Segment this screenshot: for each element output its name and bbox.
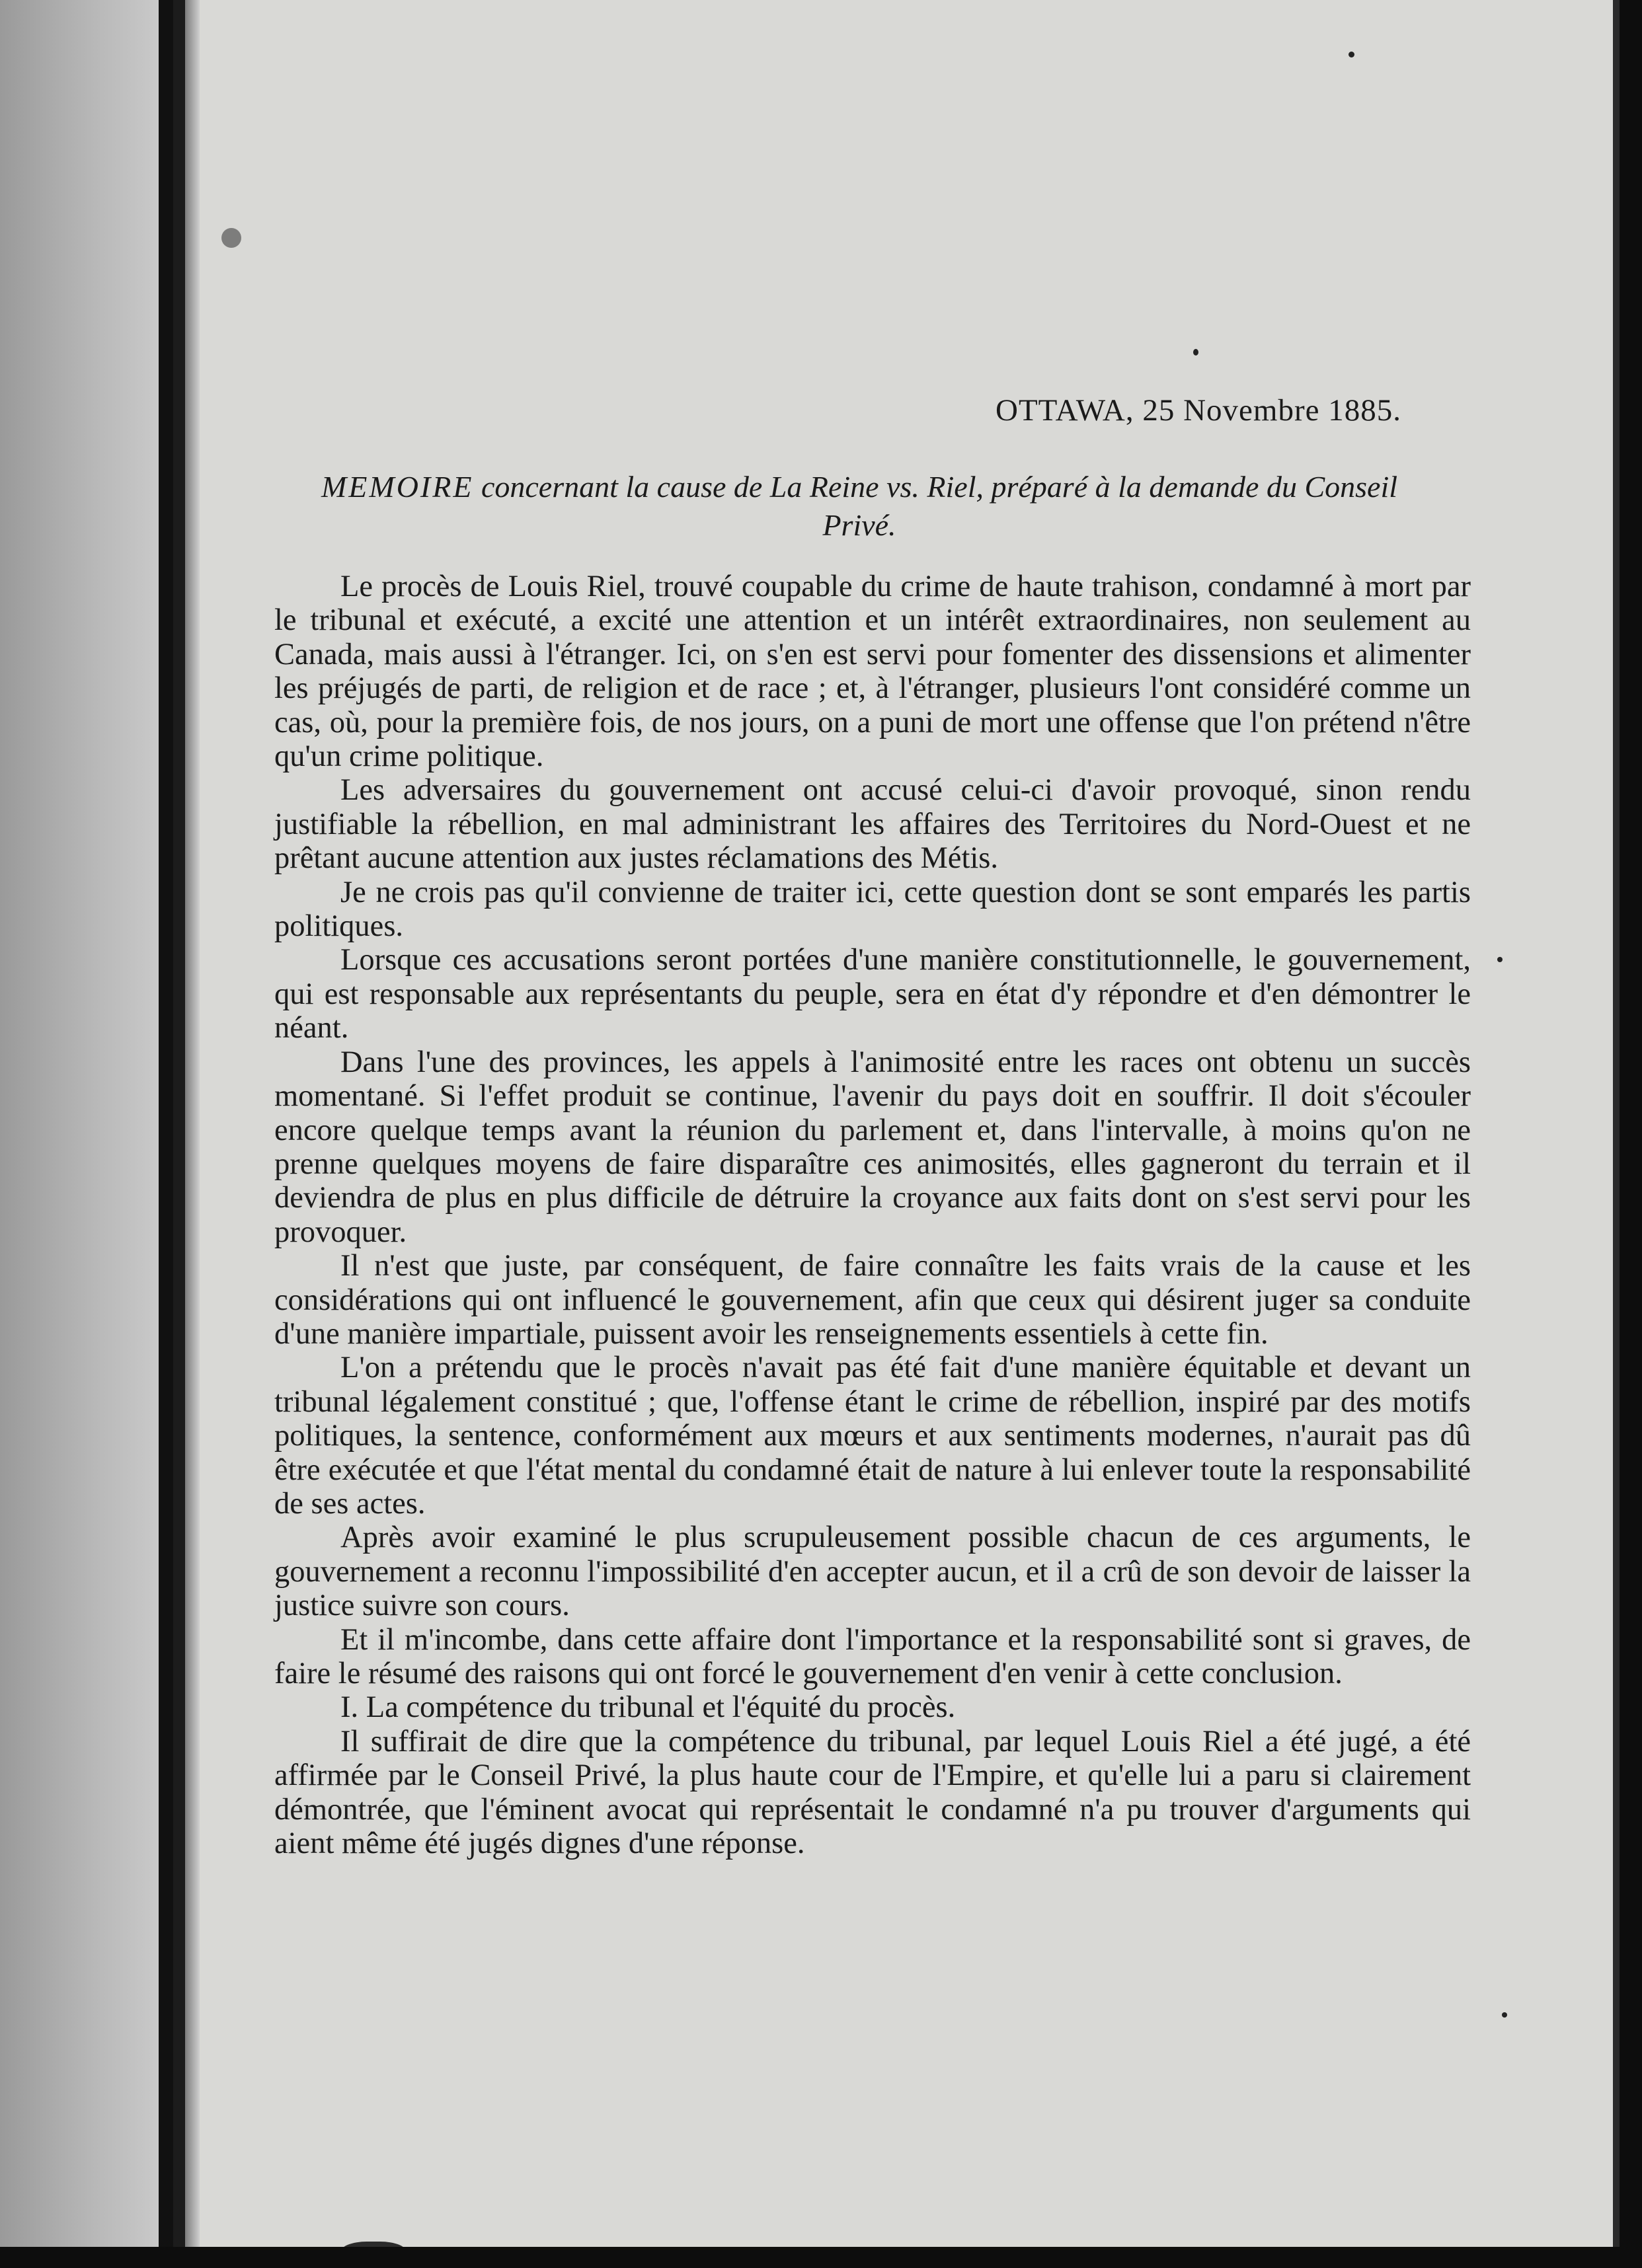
paragraph-9: Et il m'incombe, dans cette affaire dont l'importance et la responsabilité sont si graves, de faire le résumé des raisons qui ont forcé le gouvernement d'en venir à cette conclusion.	[274, 1622, 1471, 1690]
dateline: OTTAWA, 25 Novembre 1885.	[996, 393, 1401, 428]
ink-speck	[1349, 52, 1354, 57]
paragraph-10: Il suffirait de dire que la compétence du tribunal, par lequel Louis Riel a été jugé, a été affirmée par le Conseil Privé, la plus haute cour de l'Empire, et qu'elle lui a paru si clairement démontrée, que l'éminent avocat qui représentait le condamné n'a pu trouver d'arguments qui aient même été jugés dignes d'une réponse.	[274, 1724, 1471, 1861]
section-heading-1: I. La compétence du tribunal et l'équité du procès.	[340, 1690, 956, 1725]
binding-line	[173, 0, 185, 2268]
title-rest: concernant la cause de La Reine vs. Riel, préparé à la demande du Conseil Privé.	[481, 470, 1398, 542]
paragraph-5: Dans l'une des provinces, les appels à l'animosité entre les races ont obtenu un succès momentané. Si l'effet produit se continue, l'avenir du pays doit en souffrir. Il doit s'écouler encore quelque temps avant la réunion du parlement et, dans l'intervalle, à moins qu'on ne prenne quelques moyens de faire disparaître ces animosités, elles gagneront du terrain et il deviendra de plus en plus difficile de détruire la croyance aux faits dont on s'est servi pour les provoquer.	[274, 1045, 1471, 1249]
body-text	[274, 570, 1471, 1860]
paragraph-7: L'on a prétendu que le procès n'avait pas été fait d'une manière équitable et devant un tribunal légalement constitué ; que, l'offense étant le crime de rébellion, inspiré par des motifs politiques, la sentence, conformément aux mœurs et aux sentiments modernes, n'aurait pas dû être exécutée et que l'état mental du condamné était de nature à lui enlever toute la responsabilité de ses actes.	[274, 1351, 1471, 1521]
paragraph-6: Il n'est que juste, par conséquent, de faire connaître les faits vrais de la cause et les considérations qui ont influencé le gouvernement, afin que ceux qui désirent juger sa conduite d'une manière impartiale, puissent avoir les renseignements essentiels à cette fin.	[274, 1249, 1471, 1351]
scan-left-margin	[0, 0, 159, 2268]
scan-right-edge	[1620, 0, 1642, 2268]
scan-bottom-edge	[0, 2247, 1642, 2268]
title-lead: MEMOIRE	[321, 470, 474, 504]
memoire-title	[291, 468, 1428, 545]
ink-speck	[1502, 2012, 1507, 2018]
paragraph-8: Après avoir examiné le plus scrupuleusement possible chacun de ces arguments, le gouvernement a reconnu l'impossibilité d'en accepter aucun, et il a crû de son devoir de laisser la justice suivre son cours.	[274, 1521, 1471, 1623]
page-gutter-shadow	[185, 0, 200, 2268]
ink-speck	[221, 228, 241, 248]
paragraph-4: Lorsque ces accusations seront portées d'une manière constitutionnelle, le gouvernement, qui est responsable aux représentants du peuple, sera en état d'y répondre et d'en démontrer le néant.	[274, 943, 1471, 1045]
ink-speck	[1193, 349, 1198, 356]
paragraph-2: Les adversaires du gouvernement ont accusé celui-ci d'avoir provoqué, sinon rendu justifiable la rébellion, en mal administrant les affaires des Territoires du Nord-Ouest et ne prêtant aucune attention aux justes réclamations des Métis.	[274, 773, 1471, 876]
ink-speck	[1497, 957, 1503, 962]
paragraph-3: Je ne crois pas qu'il convienne de traiter ici, cette question dont se sont emparés les partis politiques.	[274, 875, 1471, 944]
paragraph-1: Le procès de Louis Riel, trouvé coupable du crime de haute trahison, condamné à mort par le tribunal et exécuté, a excité une attention et un intérêt extraordinaires, non seulement au Canada, mais aussi à l'étranger. Ici, on s'en est servi pour fomenter des dissensions et alimenter les préjugés de parti, de religion et de race ; et, à l'étranger, plusieurs l'ont considéré comme un cas, où, pour la première fois, de nos jours, on a puni de mort une offense que l'on prétend n'être qu'un crime politique.	[274, 570, 1471, 774]
